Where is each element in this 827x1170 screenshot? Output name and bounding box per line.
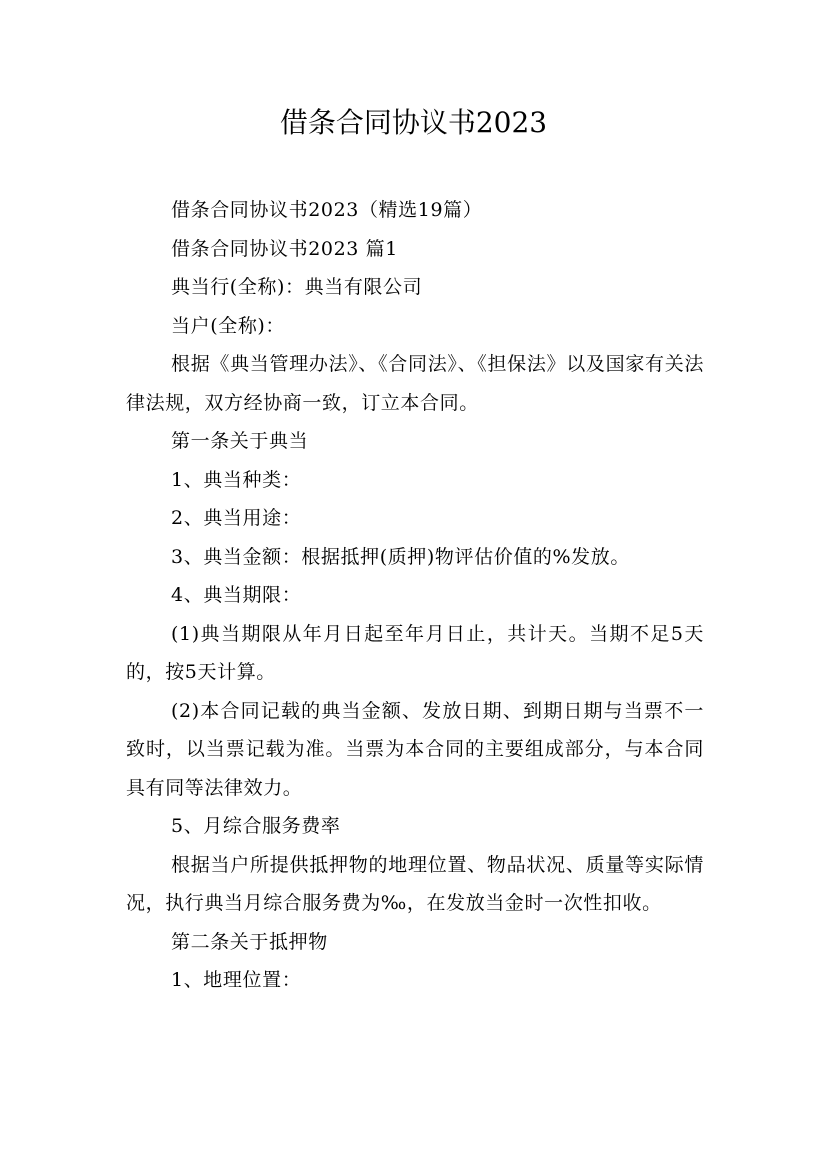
paragraph: 当户(全称)： <box>171 314 286 337</box>
section-heading: 第二条关于抵押物 <box>171 930 328 953</box>
paragraph: 借条合同协议书2023 篇1 <box>171 237 398 260</box>
paragraph: 根据当户所提供抵押物的地理位置、物品状况、质量等实际情况，执行典当月综合服务费为‰，在发放当金时一次性扣收。 <box>126 853 704 914</box>
paragraph: 典当行(全称)：典当有限公司 <box>171 276 423 298</box>
paragraph: 3、典当金额：根据抵押(质押)物评估价值的%发放。 <box>171 545 630 568</box>
section-heading: 第一条关于典当 <box>171 430 309 452</box>
document-body <box>126 191 704 1000</box>
paragraph: 2、典当用途： <box>171 507 302 529</box>
document-title: 借条合同协议书2023 <box>279 106 548 139</box>
paragraph: 根据《典当管理办法》、《合同法》、《担保法》以及国家有关法律法规，双方经协商一致，订立本合同。 <box>126 353 704 414</box>
paragraph: 借条合同协议书2023（精选19篇） <box>171 199 483 221</box>
paragraph: (2)本合同记载的典当金额、发放日期、到期日期与当票不一致时，以当票记载为准。当票为本合同的主要组成部分，与本合同具有同等法律效力。 <box>126 699 704 799</box>
paragraph: (1)典当期限从年月日起至年月日止，共计天。当期不足5天的，按5天计算。 <box>126 622 704 683</box>
paragraph: 5、月综合服务费率 <box>171 815 341 837</box>
paragraph: 1、典当种类： <box>171 468 302 491</box>
paragraph: 4、典当期限： <box>171 584 302 606</box>
paragraph: 1、地理位置： <box>171 969 302 991</box>
